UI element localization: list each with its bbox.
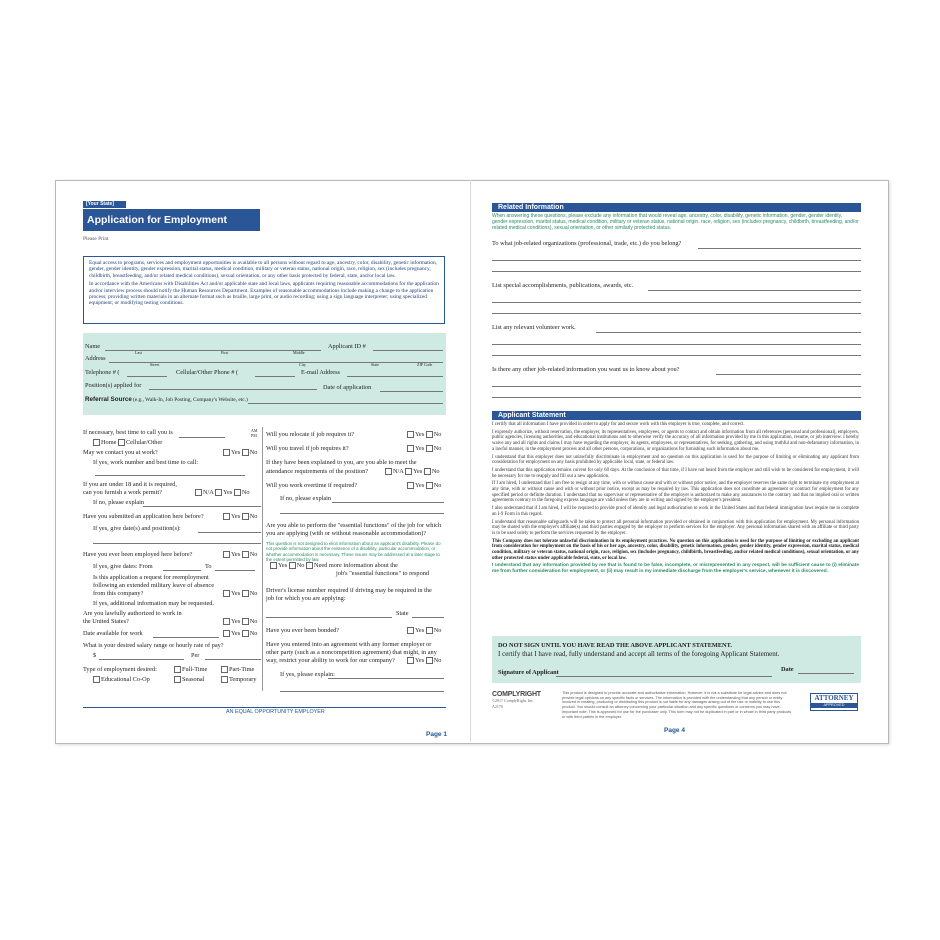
- attorney-approved-badge: ATTORNEY APPROVED: [810, 693, 858, 711]
- other-info-field[interactable]: [716, 374, 861, 375]
- false-info-warning: I understand that any information provided by me that is found to be false, incomplete, or misrepresented in any respect, will be sufficient cause to (i) eliminate me from further consideration for employment, or (ii) may result in my immediate discharge from the employer's service, whenever it is discovered.: [492, 563, 859, 575]
- permit-na[interactable]: [195, 489, 202, 496]
- employed-from-field[interactable]: [163, 570, 201, 571]
- employed-before-yes[interactable]: [223, 551, 230, 558]
- applicant-statement-header: Applicant Statement: [492, 411, 861, 420]
- referral-label: Referral Source: [85, 396, 132, 403]
- signature-section: [492, 636, 861, 683]
- center-fold: [470, 180, 471, 742]
- permit-yes[interactable]: [215, 489, 222, 496]
- available-no[interactable]: [242, 630, 249, 637]
- accomplishments-field[interactable]: [648, 290, 861, 291]
- available-yes[interactable]: [223, 630, 230, 637]
- home-checkbox[interactable]: [93, 439, 100, 446]
- agreement-no[interactable]: [426, 657, 433, 664]
- overtime-explain-field[interactable]: [332, 502, 444, 503]
- applied-dates-field-2[interactable]: [93, 543, 261, 544]
- applicant-id-label: Applicant ID #: [328, 343, 366, 350]
- bonded-no[interactable]: [426, 627, 433, 634]
- contact-work-yes[interactable]: [223, 449, 230, 456]
- referral-field[interactable]: [248, 403, 443, 404]
- page-1: [56, 181, 471, 743]
- cell-checkbox[interactable]: [118, 439, 125, 446]
- address-label: Address: [85, 355, 106, 362]
- signature-field[interactable]: [556, 676, 772, 677]
- date-app-field[interactable]: [380, 391, 443, 392]
- telephone-label: Telephone # (: [85, 369, 120, 376]
- organizations-field-3[interactable]: [492, 271, 861, 272]
- volunteer-question: List any relevant volunteer work.: [492, 324, 576, 331]
- related-info-intro: When answering these questions, please exclude any information that would reveal age, ancestry, color, disability, genetic information, gender, gender identity, gender expression, marital status, medical condition, military or veteran status, national origin, race, religion, sex (includes pregnancy, childbirth, breastfeeding, and/or related medical conditions), sexual orientation, or other similarly protected status.: [492, 213, 859, 231]
- license-state-field[interactable]: [412, 617, 444, 618]
- accomplishments-field-3[interactable]: [492, 313, 861, 314]
- attendance-yes[interactable]: [405, 468, 412, 475]
- authorized-no[interactable]: [242, 618, 249, 625]
- coop-checkbox[interactable]: [93, 676, 100, 683]
- email-label: E-mail Address: [301, 369, 340, 376]
- sign-warning: DO NOT SIGN UNTIL YOU HAVE READ THE ABOVE APPLICANT STATEMENT.: [498, 642, 732, 649]
- eeo-footer: AN EQUAL OPPORTUNITY EMPLOYER: [226, 709, 325, 715]
- print-note: Please Print: [83, 236, 109, 242]
- authorized-yes[interactable]: [223, 618, 230, 625]
- positions-label: Position(s) applied for: [85, 382, 142, 389]
- overtime-yes[interactable]: [407, 482, 414, 489]
- overtime-explain-field-2[interactable]: [280, 513, 444, 514]
- essential-no[interactable]: [289, 562, 296, 569]
- questions-right-column: Will you relocate if job requires it? Yes No Will you travel if job requires it? Yes No If they have been explained to you, are you able to meet the attendance requirements of the position? N/A Yes No Will you work overtime if required? Yes No If no, please explain Are you able to perform the "essential functions" of the job for which you are applying (with or without reasonable accommodation)? This question is not designed to elicit information about an applicant's disability. Please do not provide information about the existence of a disability, particular accommodation, or whether accommodation is necessary. These issues may be addressed at a later stage to the extent permitted by law. Yes No Need more information about the job's "essential functions" to respond Driver's license number required if driving may be required in the job for which you are applying: State Have you ever been bonded? Yes No Have you entered into an agreement with any former employer or other party (such as a noncompetition agreement) that might, in any way, restrict your ability to work for our company? Yes No If yes, please explain:: [266, 431, 446, 701]
- ada-statement: In accordance with the Americans with Disabilities Act and/or applicable state and local laws, applicants requiring reasonable accommodations for the application and/or interview process should notify the Human Resources Department. Examples of reasonable accommodations include making a change to the application process; providing written materials in an alternate format such as braille, large print, or audio recording; using a sign language interpreter; using specialized equipment; or modifying testing conditions.: [89, 281, 439, 307]
- permit-explain-field[interactable]: [143, 506, 261, 507]
- salary-field[interactable]: [99, 659, 184, 660]
- applicant-statement-body: I certify that all information I have provided in order to apply for and secure work with this employer is true, complete, and correct. I expressly authorize, without reservation, the employer, its representatives, employees, or agents to contact and obtain information from all references (personal and professional), employers, public agencies, licensing authorities, and educational institutions and to otherwise verify the accuracy of all information provided by me in this application, resume, or job interview. I hereby waive any and all rights and claims I may have regarding the employer, its agents, employees, or representatives, for seeking, gathering, and using truthful and non-defamatory information, in a lawful manner, in the employment process and all other persons, corporations, or organizations for furnishing such information about me. I understand that this employer does not unlawfully discriminate in employment and no question on this application is used for the purpose of limiting or eliminating any applicant from consideration for employment on any basis prohibited by applicable local, state, or federal law. I understand that this application remains current for only 60 days. At the conclusion of that time, if I have not heard from the employer and still wish to be considered for employment, it will be necessary for me to reapply and fill out a new application. If I am hired, I understand that I am free to resign at any time, with or without cause and with or without prior notice, and the employer reserves the same right to terminate my employment at any time, with or without cause and with or without prior notice, except as may be required by law. This application does not constitute an agreement or contract for employment for any specified period or definite duration. I understand that no supervisor or representative of the employer is authorized to make any assurances to the contrary and that no implied oral or written agreements contrary to the foregoing express language are valid unless they are in writing and signed by the employer's president. I also understand that if I am hired, I will be required to provide proof of identity and legal authorization to work in the United States and that federal immigration laws require me to complete an I-9 Form in this regard. I understand that reasonable safeguards will be taken to protect all personal information provided or obtained in conjunction with this application for employment. My personal information may be shared with the employer's affiliate(s) and third parties engaged by the employer to perform services for the employer. Any personal information shared with an affiliate or third party is to be used solely to perform the services requested by the employer. This Company does not tolerate unlawful discrimination in its employment practices. No question on this application is used for the purpose of limiting or excluding an applicant from consideration for employment on the basis of his or her age, ancestry, color, disability, genetic information, gender, gender identity, gender expression, marital status, medical condition, military or veteran status, national origin, race, religion, sex (includes pregnancy, childbirth, breastfeeding, and/or related medical conditions), sexual orientation, or any other protected status under applicable federal, state, or local law. I understand that any information provided by me that is found to be false, incomplete, or misrepresented in any respect, will be sufficient cause to (i) eliminate me from further consideration for employment, or (ii) may result in my immediate discharge from the employer's service, whenever it is discovered.: [492, 422, 859, 575]
- overtime-no[interactable]: [426, 482, 433, 489]
- page-number-4: Page 4: [664, 727, 685, 734]
- attendance-no[interactable]: [424, 468, 431, 475]
- parttime-checkbox[interactable]: [221, 666, 228, 673]
- temporary-checkbox[interactable]: [221, 676, 228, 683]
- attendance-na[interactable]: [385, 468, 392, 475]
- legal-disclaimer: This product is designed to provide accurate and authoritative information. However, it is not a substitute for legal advice and does not provide legal opinions on any specific facts or services. The information is provided with the understanding that any person or entity involved in creating, producing or distributing this product is not liable for any damages arising out of the use or inability to use this product. You should consult an attorney concerning your particular situation and any specific questions or concerns you may have. Important note: This is approved for use for the purchaser only. This form may not be duplicated in part or in whole in third party products or with third parties in the employer.: [562, 691, 792, 719]
- license-number-field[interactable]: [266, 617, 392, 618]
- eeo-statement: Equal access to programs, services and employment opportunities is available to all persons without regard to age, ancestry, color, disability, genetic information, gender, gender identity, gender expression, marital status, medical condition, military or veteran status, national origin, race, religion, sex (includes pregnancy, childbirth, breastfeeding, and/or related medical conditions), sexual orientation, or any other basis protected by federal, state, and/or local law.: [89, 260, 438, 279]
- volunteer-field-3[interactable]: [492, 355, 861, 356]
- eeo-notice-box: [83, 256, 445, 324]
- sign-date-label: Date: [781, 666, 794, 673]
- employed-before-no[interactable]: [242, 551, 249, 558]
- military-no[interactable]: [242, 590, 249, 597]
- form-title: Application for Employment: [83, 209, 260, 231]
- referral-hint: (e.g., Walk-In, Job Posting, Company's Website, etc.): [133, 397, 248, 403]
- bonded-yes[interactable]: [407, 627, 414, 634]
- organizations-field-2[interactable]: [492, 260, 861, 261]
- applicant-id-field[interactable]: [373, 350, 443, 351]
- applied-dates-field[interactable]: [198, 532, 261, 533]
- column-divider: [262, 427, 263, 691]
- cell-label: Cellular/Other Phone # (: [176, 369, 239, 376]
- agreement-explain-field-2[interactable]: [280, 691, 444, 692]
- sign-certify: I certify that I have read, fully understand and accept all terms of the foregoing Applicant Statement.: [498, 650, 780, 658]
- positions-field[interactable]: [149, 389, 317, 390]
- seasonal-checkbox[interactable]: [174, 676, 181, 683]
- questions-left-column: If necessary, best time to call you is AM PM Home Cellular/Other May we contact you at work? Yes No If yes, work number and best time to call: If you are under 18 and it is required, can you furnish a work permit? N/A Yes No If no, please explain Have you submitted an application here before? Yes No If yes, give date(s) and position(s): Have you ever been employed here before? Yes No If yes, give dates: From To Is this application a request for reemployment following an extended military leave of absence from this company? Yes No If yes, additional information may be requested. Are you lawfully authorized to work in the United States? Yes No Date available for work Yes No What is your desired salary range or hourly rate of pay? $ Per Type of employment desired: Full-Time Part-Time Educational Co-Op Seasonal Temporary: [83, 429, 261, 719]
- email-field[interactable]: [347, 376, 443, 377]
- work-number-field[interactable]: [95, 475, 245, 476]
- telephone-field[interactable]: [127, 376, 167, 377]
- relocate-yes[interactable]: [407, 431, 414, 438]
- applied-before-no[interactable]: [242, 513, 249, 520]
- applied-before-yes[interactable]: [223, 513, 230, 520]
- essential-more-info[interactable]: [306, 562, 313, 569]
- volunteer-field[interactable]: [596, 332, 861, 333]
- relocate-no[interactable]: [426, 431, 433, 438]
- military-yes[interactable]: [223, 590, 230, 597]
- best-time-field[interactable]: [179, 437, 225, 438]
- agreement-explain-field[interactable]: [328, 678, 444, 679]
- related-info-header: Related Information: [492, 203, 861, 212]
- agreement-yes[interactable]: [407, 657, 414, 664]
- personal-info-section: Name Last First Middle Applicant ID # Address Street City State ZIP Code Telephone # ( Cellular/Other Phone # ( E-mail Address Position(s) applied for Date of application Referral Source (e.g., Walk-In, Job Posting, Company's Website, etc.): [83, 333, 446, 415]
- contact-work-no[interactable]: [242, 449, 249, 456]
- state-tag: [Your State]: [83, 201, 126, 208]
- essential-functions-note: This question is not designed to elicit information about an applicant's disability. Please do not provide information about the existence of a disability, particular accommodation, or whether accommodation is necessary. These issues may be addressed at a later stage to the extent permitted by law.: [266, 541, 441, 563]
- date-app-label: Date of application: [323, 384, 372, 391]
- travel-yes[interactable]: [407, 445, 414, 452]
- cell-field[interactable]: [255, 376, 295, 377]
- application-spread: [55, 180, 889, 744]
- name-label: Name: [85, 343, 101, 350]
- travel-no[interactable]: [426, 445, 433, 452]
- footer-rule: [83, 707, 446, 708]
- page-4: [472, 181, 888, 743]
- accomplishments-field-2[interactable]: [492, 302, 861, 303]
- page-number-1: Page 1: [426, 731, 447, 738]
- date-available-field[interactable]: [153, 637, 219, 638]
- other-info-field-2[interactable]: [492, 386, 861, 387]
- salary-per-field[interactable]: [205, 659, 261, 660]
- permit-no[interactable]: [234, 489, 241, 496]
- essential-yes[interactable]: [270, 562, 277, 569]
- other-info-question: Is there any other job-related information you want us to know about you?: [492, 366, 680, 373]
- employed-to-field[interactable]: [215, 570, 255, 571]
- complyright-logo: COMPLYRIGHT ©2017 ComplyRight, Inc. A2170: [492, 691, 541, 710]
- organizations-question: To what job-related organizations (professional, trade, etc.) do you belong?: [492, 240, 682, 247]
- other-info-field-3[interactable]: [492, 397, 861, 398]
- fulltime-checkbox[interactable]: [174, 666, 181, 673]
- volunteer-field-2[interactable]: [492, 344, 861, 345]
- accomplishments-question: List special accomplishments, publications, awards, etc.: [492, 282, 634, 289]
- sign-date-field[interactable]: [798, 673, 854, 674]
- organizations-field[interactable]: [698, 248, 861, 249]
- signature-label: Signature of Applicant: [498, 669, 559, 676]
